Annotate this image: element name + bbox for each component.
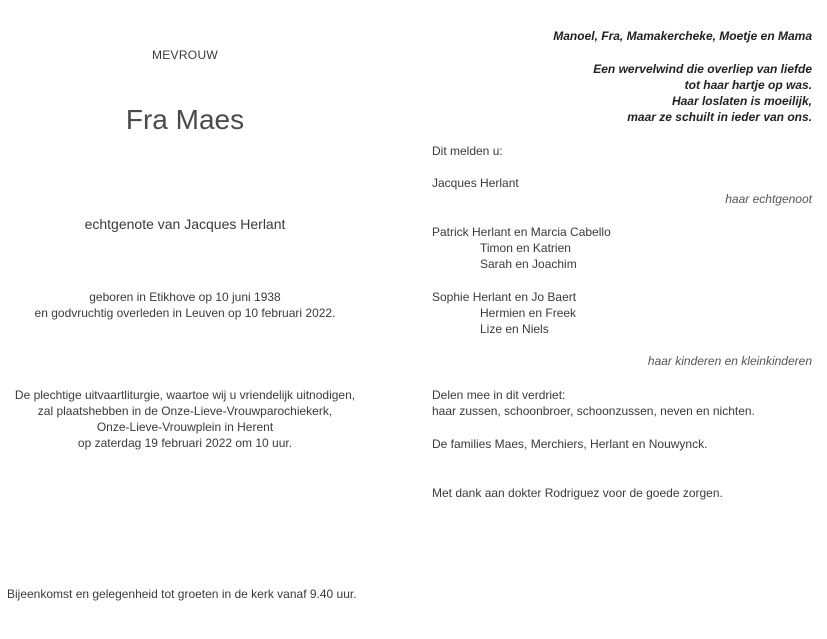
spouse-line: echtgenote van Jacques Herlant — [84, 216, 286, 232]
poem-block — [593, 61, 812, 125]
grandchildren-line: Hermien en Freek — [480, 306, 577, 320]
funeral-block — [0, 387, 370, 451]
grandchildren-line: Sarah en Joachim — [480, 257, 577, 271]
right-panel — [432, 0, 812, 639]
children-relation: haar kinderen en kleinkinderen — [647, 354, 812, 368]
grandchildren-line: Timon en Katrien — [480, 241, 571, 255]
poem-line: Haar loslaten is moeilijk, — [671, 94, 812, 108]
grandchildren-line: Lize en Niels — [480, 322, 549, 336]
share-line: haar zussen, schoonbroer, schoonzussen, neven en nichten. — [432, 404, 755, 418]
funeral-line: De plechtige uitvaartliturgie, waartoe wij u vriendelijk uitnodigen, — [14, 388, 356, 402]
share-block — [432, 387, 812, 419]
poem-line: tot haar hartje op was. — [684, 78, 812, 92]
announce-line: Dit melden u: — [432, 144, 503, 158]
husband-relation: haar echtgenoot — [725, 192, 812, 206]
share-line: Delen mee in dit verdriet: — [432, 388, 566, 402]
death-line: en godvruchtig overleden in Leuven op 10 februari 2022. — [34, 306, 336, 320]
family-group-2 — [432, 289, 812, 337]
dedication-line: Manoel, Fra, Mamakercheke, Moetje en Mama — [553, 29, 812, 43]
deceased-name: Fra Maes — [125, 104, 245, 135]
families-line: De families Maes, Merchiers, Herlant en Nouwynck. — [432, 437, 708, 451]
honorific: MEVROUW — [151, 48, 219, 62]
birth-line: geboren in Etikhove op 10 juni 1938 — [89, 290, 281, 304]
left-panel — [0, 0, 370, 639]
poem-line: maar ze schuilt in ieder van ons. — [627, 110, 812, 124]
parents-line: Patrick Herlant en Marcia Cabello — [432, 225, 611, 239]
funeral-line: Onze-Lieve-Vrouwplein in Herent — [96, 420, 274, 434]
parents-line: Sophie Herlant en Jo Baert — [432, 290, 577, 304]
funeral-line: zal plaatshebben in de Onze-Lieve-Vrouwparochiekerk, — [37, 404, 333, 418]
birth-death-block — [0, 289, 370, 321]
funeral-line: op zaterdag 19 februari 2022 om 10 uur. — [77, 436, 293, 450]
poem-line: Een wervelwind die overliep van liefde — [593, 62, 812, 76]
thanks-line: Met dank aan dokter Rodriguez voor de goede zorgen. — [432, 486, 723, 500]
husband-name: Jacques Herlant — [432, 176, 519, 190]
family-group-1 — [432, 224, 812, 272]
meeting-note: Bijeenkomst en gelegenheid tot groeten in de kerk vanaf 9.40 uur. — [7, 587, 357, 601]
